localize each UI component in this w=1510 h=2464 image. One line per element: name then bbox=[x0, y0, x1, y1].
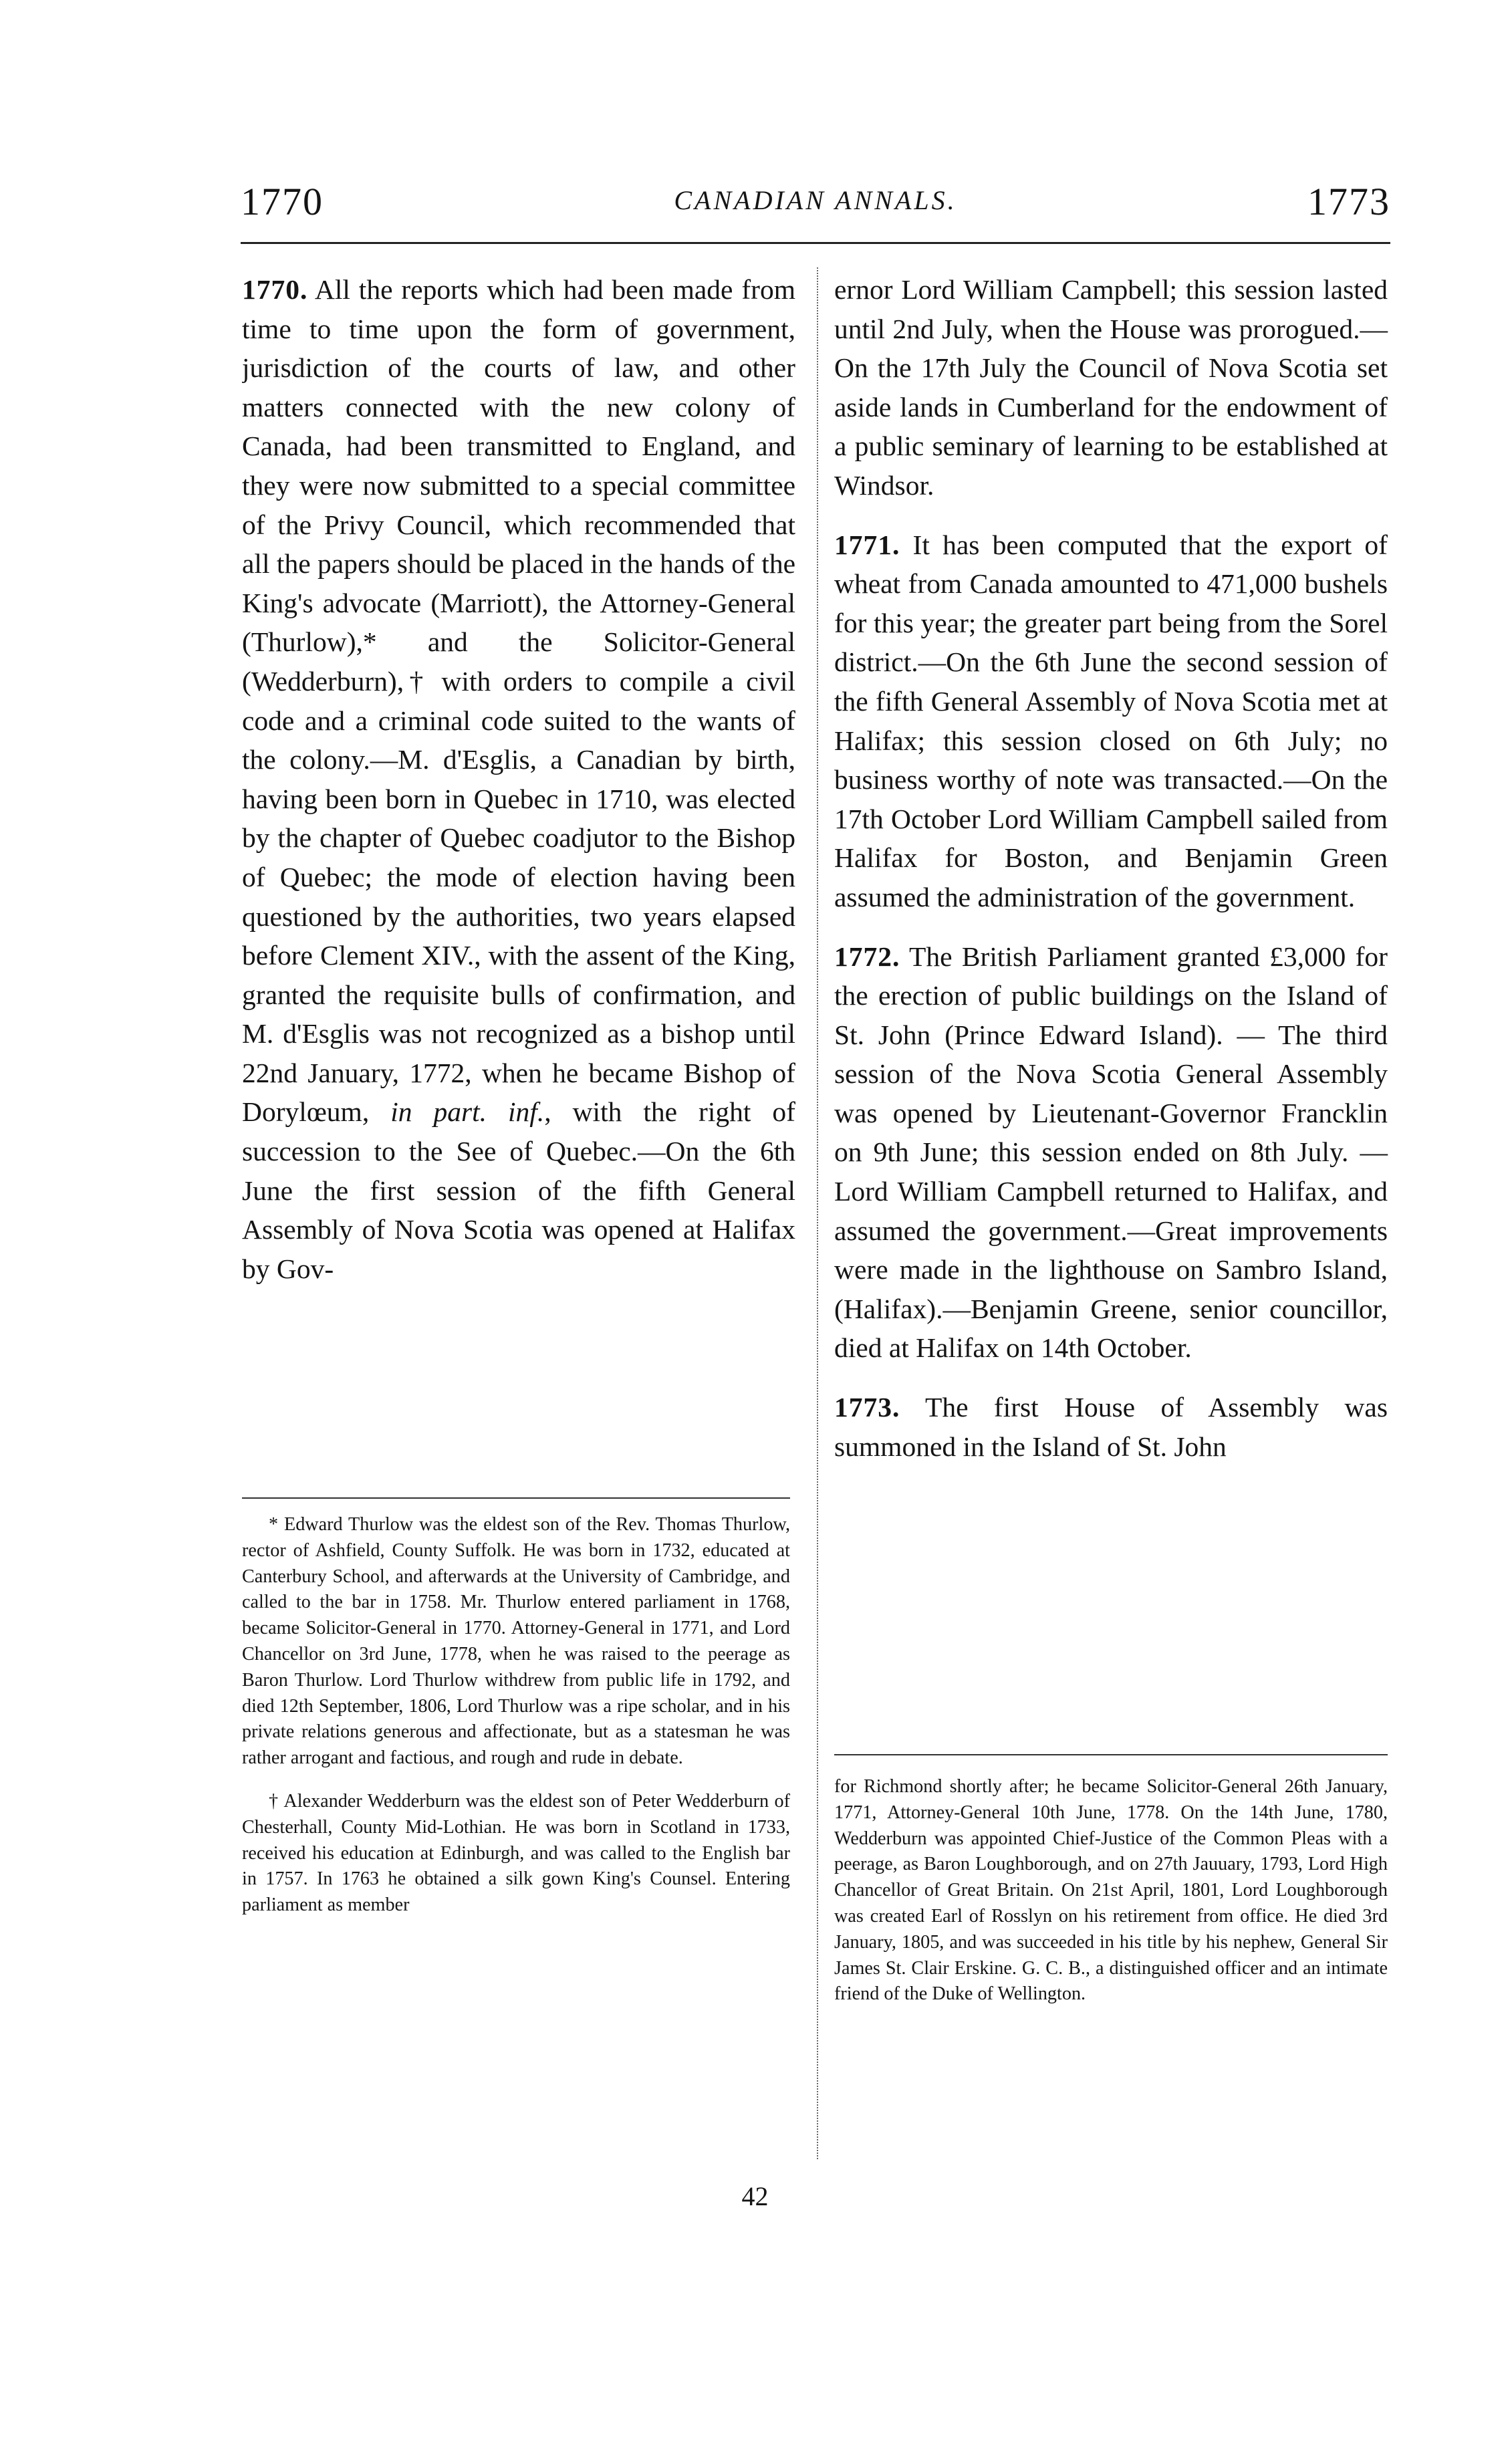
header-year-start: 1770 bbox=[241, 180, 324, 223]
footnotes-left bbox=[242, 1512, 790, 1919]
entry-year-1773: 1773. bbox=[834, 1392, 900, 1423]
left-column bbox=[242, 270, 795, 1480]
page-number: 42 bbox=[741, 2181, 769, 2211]
entry-1773-text: The first House of Assembly was summoned in the Island of St. John bbox=[834, 1392, 1388, 1462]
footnote-rule-right bbox=[834, 1754, 1388, 1755]
entry-1770-italic: in part. inf. bbox=[390, 1096, 545, 1128]
footnotes-right bbox=[834, 1774, 1388, 2007]
footnote-wedderburn: † Alexander Wedderburn was the eldest son of Peter Wedderburn of Chesterhall, County Mid-Lothian. He was born in Scotland in 1733, received his education at Edinburgh, and was called to the English bar in 1757. In 1763 he obtained a silk gown King's Counsel. Entering parliament as member bbox=[242, 1790, 790, 1916]
entry-1770-text: All the reports which had been made from time to time upon the form of government, jurisdiction of the courts of law, and other matters connected with the new colony of Canada, had been transmitted to England, and they were now submitted to a special committee of the Privy Council, which recommended that all the papers should be placed in the hands of the King's advocate (Marriott), the Attorney-General (Thurlow),* and the Solicitor-General (Wedderburn),† with orders to compile a civil code and a criminal code suited to the wants of the colony.—M. d'Esglis, a Canadian by birth, having been born in Quebec in 1710, was elected by the chapter of Quebec coadjutor to the Bishop of Quebec; the mode of election having been questioned by the authorities, two years elapsed before Clement XIV., with the assent of the King, granted the requisite bulls of confirmation, and M. d'Esglis was not recognized as a bishop until 22nd January, 1772, when he became Bishop of Dorylœum, bbox=[242, 274, 795, 1128]
header-rule bbox=[241, 242, 1390, 244]
header-year-end: 1773 bbox=[1307, 180, 1390, 223]
footnote-wedderburn-continued: for Richmond shortly after; he became Solicitor-General 26th January, 1771, Attorney-General 10th June, 1778. On the 14th June, 1780, Wedderburn was appointed Chief-Justice of the Common Pleas with a peerage, as Baron Loughborough, and on 27th Jauuary, 1793, Lord High Chancellor of Great Britain. On 21st April, 1801, Lord Loughborough was created Earl of Rosslyn on his retirement from office. He died 3rd January, 1805, and was succeeded in his title by his nephew, General Sir James St. Clair Erskine. G. C. B., a distinguished officer and an intimate friend of the Duke of Wellington. bbox=[834, 1776, 1388, 2005]
entry-year-1770: 1770. bbox=[242, 274, 308, 305]
entry-year-1771: 1771. bbox=[834, 529, 900, 560]
entry-1771-text: It has been computed that the export of wheat from Canada amounted to 471,000 bushels for this year; the greater part being from the Sorel district.—On the 6th June the second session of the fifth General Assembly of Nova Scotia met at Halifax; this session closed on 6th July; no business worthy of note was transacted.—On the 17th October Lord William Campbell sailed from Halifax for Boston, and Benjamin Green assumed the administration of the government. bbox=[834, 529, 1388, 912]
right-column bbox=[834, 270, 1388, 1466]
footnote-thurlow: * Edward Thurlow was the eldest son of the Rev. Thomas Thurlow, rector of Ashfield, County Suffolk. He was born in 1732, educated at Canterbury School, and afterwards at the University of Cambridge, and called to the bar in 1758. Mr. Thurlow entered parliament in 1768, became Solicitor-General in 1770. Attorney-General in 1771, and Lord Chancellor on 3rd June, 1778, when he was raised to the peerage as Baron Thurlow. Lord Thurlow withdrew from public life in 1792, and died 12th September, 1806, Lord Thurlow was a ripe scholar, and in his private relations generous and affectionate, but as a statesman he was rather arrogant and factious, and rough and rude in debate. bbox=[242, 1514, 790, 1769]
entry-1770-continuation: ernor Lord William Campbell; this session lasted until 2nd July, when the House was prorogued.—On the 17th July the Council of Nova Scotia set aside lands in Cumberland for the endowment of a public seminary of learning to be established at Windsor. bbox=[834, 274, 1388, 501]
running-title: CANADIAN ANNALS. bbox=[674, 185, 957, 215]
entry-1770 bbox=[242, 270, 795, 1480]
entry-1772-text: The British Parliament granted £3,000 for the erection of public buildings on the Island of St. John (Prince Edward Island). — The third session of the Nova Scotia General Assembly was opened by Lieutenant-Governor Francklin on 9th June; this session ended on 8th July. — Lord William Campbell returned to Halifax, and assumed the government.—Great improvements were made in the lighthouse on Sambro Island, (Halifax).—Benjamin Greene, senior councillor, died at Halifax on 14th October. bbox=[834, 941, 1388, 1364]
entry-1773 bbox=[834, 1388, 1388, 1466]
footnote-rule-left bbox=[242, 1497, 790, 1499]
entry-1771 bbox=[834, 525, 1388, 917]
entry-1772 bbox=[834, 937, 1388, 1368]
entry-year-1772: 1772. bbox=[834, 941, 900, 972]
column-divider bbox=[817, 267, 818, 2159]
page-header bbox=[241, 179, 1390, 223]
entry-1770-text-end: , with the right of succession to the See of Quebec.—On the 6th June the first session of the fifth General Assembly of Nova Scotia was opened at Halifax by Gov- bbox=[242, 1096, 795, 1284]
